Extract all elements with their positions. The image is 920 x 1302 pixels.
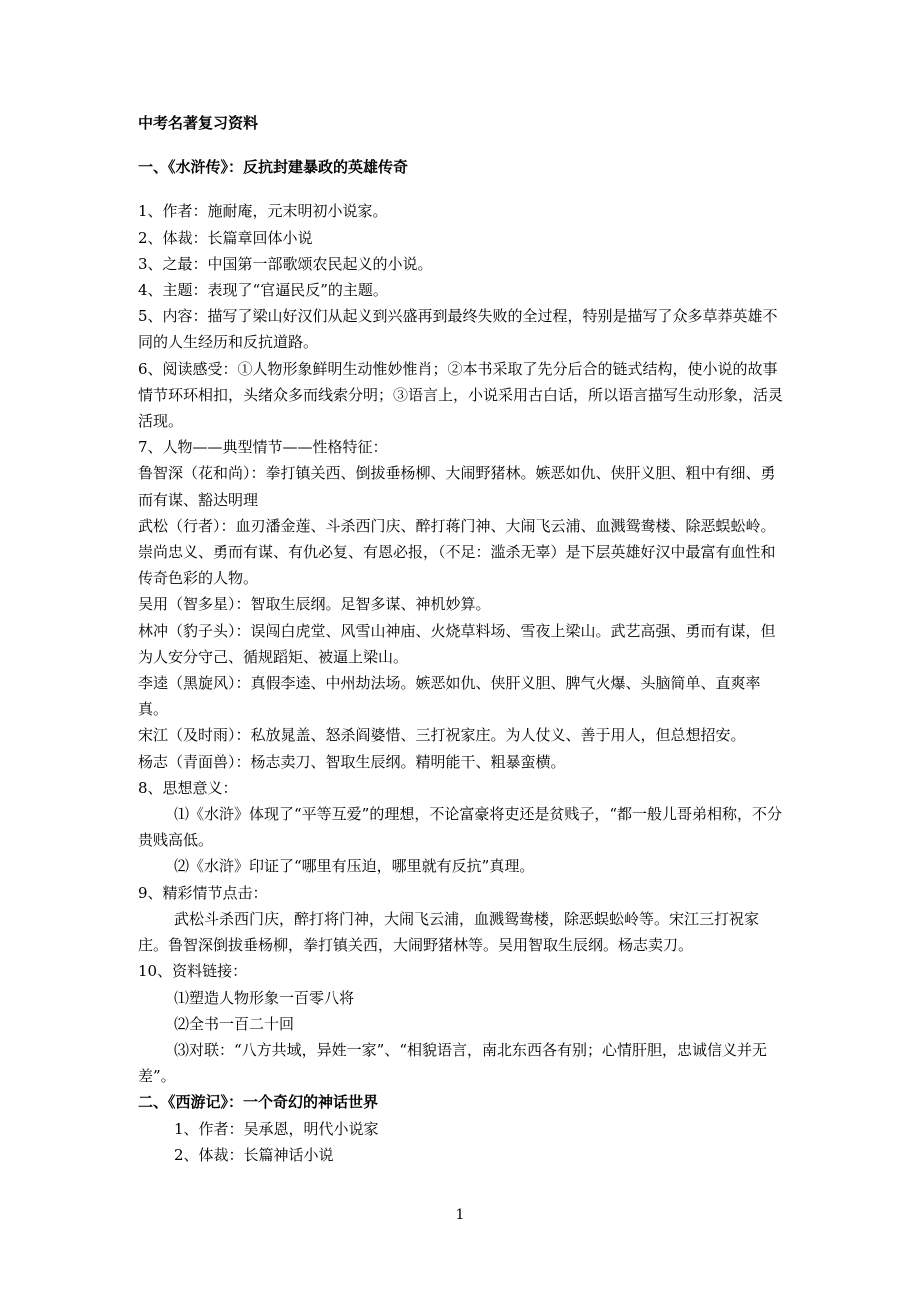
s1-item-4: 4、主题：表现了“官逼民反”的主题。 xyxy=(138,281,388,300)
character-li-kui: 李逵（黑旋风）：真假李逵、中州劫法场。嫉恶如仇、侠肝义胆、脾气火爆、头脑简单、直爽率真。 xyxy=(138,674,761,719)
s2-item-2: 2、体裁：长篇神话小说 xyxy=(174,1145,334,1164)
s1-item-10-point-3: ⑶对联：“八方共域，异姓一家”、“相貌语言，南北东西各有别；心情肝胆，忠诚信义并无差”。 xyxy=(138,1040,768,1086)
s2-item-1: 1、作者：吴承恩，明代小说家 xyxy=(174,1119,379,1138)
character-yang-zhi: 杨志（青面兽）：杨志卖刀、智取生辰纲。精明能干、粗暴蛮横。 xyxy=(138,752,566,771)
s1-item-7: 7、人物——典型情节——性格特征： xyxy=(138,438,388,457)
page-number: 1 xyxy=(455,1207,465,1223)
s1-item-8-point-2: ⑵《水浒》印证了“哪里有压迫，哪里就有反抗”真理。 xyxy=(174,857,535,876)
s1-item-9-text: 武松斗杀西门庆，醉打将门神，大闹飞云浦，血溅鸳鸯楼，除恶蜈蚣岭等。宋江三打祝家庄。鲁智深倒拔垂杨柳，拳打镇关西，大闹野猪林等。吴用智取生辰纲。杨志卖刀。 xyxy=(138,909,760,955)
s1-item-10-point-2: ⑵全书一百二十回 xyxy=(174,1014,295,1033)
s1-item-1: 1、作者：施耐庵，元末明初小说家。 xyxy=(138,202,388,221)
s1-item-10-point-1: ⑴塑造人物形象一百零八将 xyxy=(174,988,355,1007)
s1-item-9-label: 9、精彩情节点击： xyxy=(138,883,268,902)
character-lu-zhishen: 鲁智深（花和尚）：拳打镇关西、倒拔垂杨柳、大闹野猪林。嫉恶如仇、侠肝义胆、粗中有细、勇而有谋、豁达明理 xyxy=(138,464,776,509)
s1-item-3: 3、之最：中国第一部歌颂农民起义的小说。 xyxy=(138,254,433,273)
character-song-jiang: 宋江（及时雨）：私放晁盖、怒杀阎婆惜、三打祝家庄。为人仗义、善于用人，但总想招安。 xyxy=(138,726,746,745)
character-wu-yong: 吴用（智多星）：智取生辰纲。足智多谋、神机妙算。 xyxy=(138,595,491,614)
document-title: 中考名著复习资料 xyxy=(138,114,259,132)
document-body xyxy=(138,110,788,1168)
character-lin-chong: 林冲（豹子头）：误闯白虎堂、风雪山神庙、火烧草料场、雪夜上梁山。武艺高强、勇而有谋，但为人安分守己、循规蹈矩、被逼上梁山。 xyxy=(138,621,776,666)
character-wu-song: 武松（行者）：血刃潘金莲、斗杀西门庆、醉打蒋门神、大闹飞云浦、血溅鸳鸯楼、除恶蜈蚣岭。崇尚忠义、勇而有谋、有仇必复、有恩必报，（不足：滥杀无辜）是下层英雄好汉中最富有血性和传奇色彩的人物。 xyxy=(138,516,776,588)
s1-item-5: 5、内容：描写了梁山好汉们从起义到兴盛再到最终失败的全过程，特别是描写了众多草莽英雄不同的人生经历和反抗道路。 xyxy=(138,307,778,352)
s1-item-10-label: 10、资料链接： xyxy=(138,962,248,981)
section1-heading: 一、《水浒传》：反抗封建暴政的英雄传奇 xyxy=(138,158,409,177)
s1-item-8-point-1: ⑴《水浒》体现了“平等互爱”的理想，不论富豪将吏还是贫贱子，“都一般儿哥弟相称，不分贵贱高低。 xyxy=(138,805,783,850)
section2-heading: 二、《西游记》：一个奇幻的神话世界 xyxy=(138,1093,379,1112)
s1-item-2: 2、体裁：长篇章回体小说 xyxy=(138,228,313,247)
s1-item-8-label: 8、思想意义： xyxy=(138,778,238,797)
s1-item-6: 6、阅读感受：①人物形象鲜明生动惟妙惟肖；②本书采取了先分后合的链式结构，使小说的故事情节环环相扣，头绪众多而线索分明；③语言上，小说采用古白话，所以语言描写生动形象，活灵活现。 xyxy=(138,359,784,431)
